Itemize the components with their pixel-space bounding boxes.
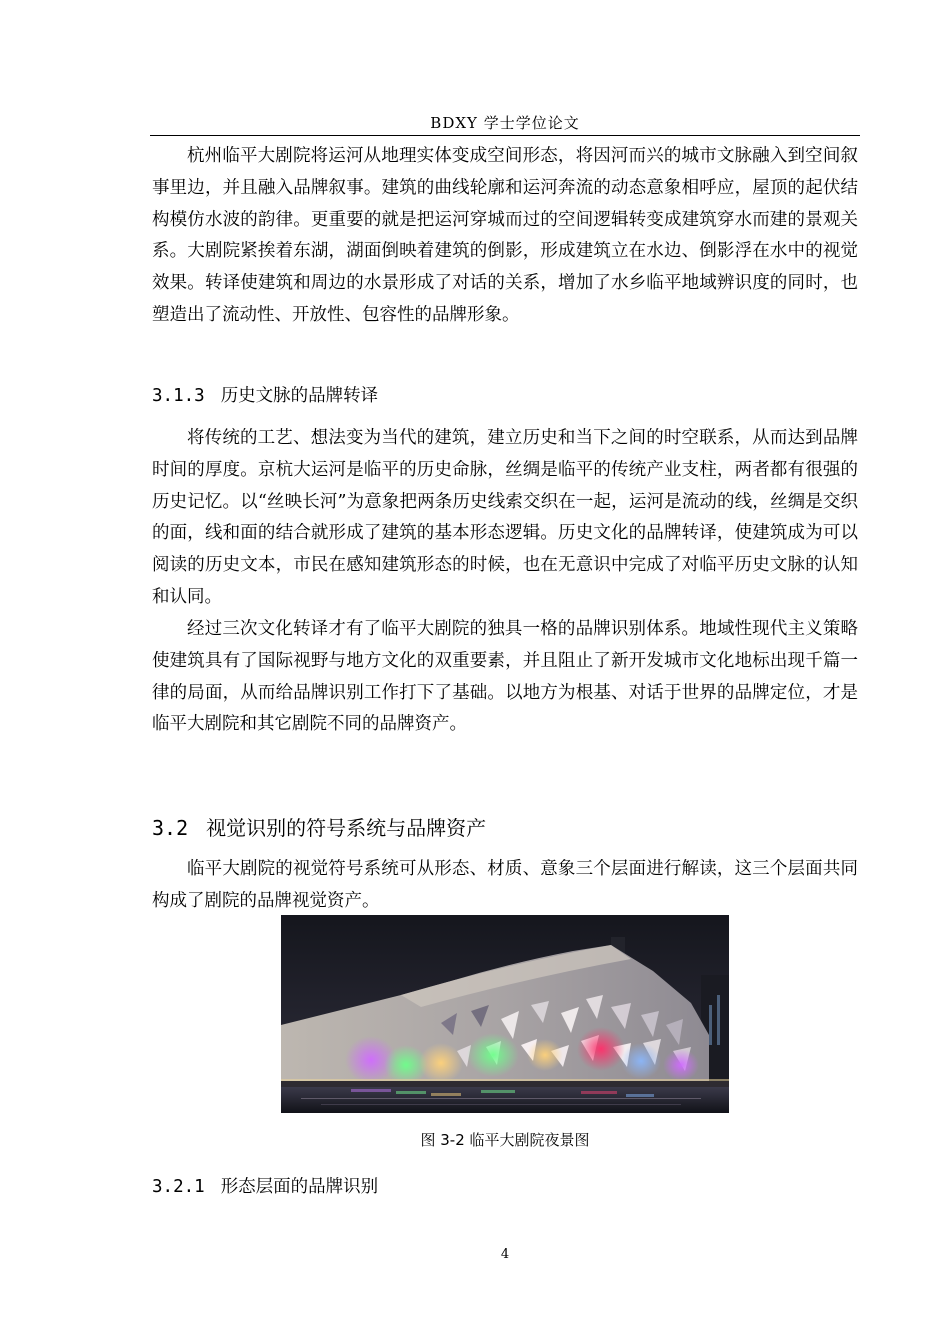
figure-caption: 图 3-2 临平大剧院夜景图 (420, 1131, 590, 1149)
section-number: 3.2.1 (152, 1177, 205, 1197)
theater-night-photo (281, 915, 729, 1113)
page-number: 4 (500, 1247, 510, 1262)
paragraph-canal-translation: 杭州临平大剧院将运河从地理实体变成空间形态，将因河而兴的城市文脉融入到空间叙事里边，并且融入品牌叙事。建筑的曲线轮廓和运河奔流的动态意象相呼应，屋顶的起伏结构模仿水波的韵律。更重要的就是把运河穿城而过的空间逻辑转变成建筑穿水而建的景观关系。大剧院紧挨着东湖，湖面倒映着建筑的倒影，形成建筑立在水边、倒影浮在水中的视觉效果。转译使建筑和周边的水景形成了对话的关系，增加了水乡临平地域辨识度的同时，也塑造出了流动性、开放性、包容性的品牌形象。 (152, 146, 858, 325)
section-heading-3-2-1 (152, 1175, 378, 1199)
section-number: 3.2 (152, 816, 189, 840)
paragraph-visual-symbols: 临平大剧院的视觉符号系统可从形态、材质、意象三个层面进行解读，这三个层面共同构成了剧院的品牌视觉资产。 (152, 859, 858, 911)
header-rule (150, 135, 860, 136)
paragraph-history-translation: 将传统的工艺、想法变为当代的建筑，建立历史和当下之间的时空联系，从而达到品牌时间的厚度。京杭大运河是临平的历史命脉，丝绸是临平的传统产业支柱，两者都有很强的历史记忆。以“丝映长河”为意象把两条历史线索交织在一起，运河是流动的线，丝绸是交织的面，线和面的结合就形成了建筑的基本形态逻辑。历史文化的品牌转译，使建筑成为可以阅读的历史文本，市民在感知建筑形态的时候，也在无意识中完成了对临平历史文脉的认知和认同。 (152, 428, 858, 607)
section-heading-3-2 (152, 815, 486, 841)
running-header: BDXY 学士学位论文 (430, 114, 580, 132)
section-heading-3-1-3 (152, 384, 378, 408)
paragraph-brand-identity: 经过三次文化转译才有了临平大剧院的独具一格的品牌识别体系。地域性现代主义策略使建筑具有了国际视野与地方文化的双重要素，并且阻止了新开发城市文化地标出现千篇一律的局面，从而给品牌识别工作打下了基础。以地方为根基、对话于世界的品牌定位，才是临平大剧院和其它剧院不同的品牌资产。 (152, 619, 858, 735)
section-title: 历史文脉的品牌转译 (220, 386, 379, 406)
section-number: 3.1.3 (152, 386, 205, 406)
section-title: 视觉识别的符号系统与品牌资产 (206, 816, 487, 840)
section-title: 形态层面的品牌识别 (220, 1177, 379, 1197)
